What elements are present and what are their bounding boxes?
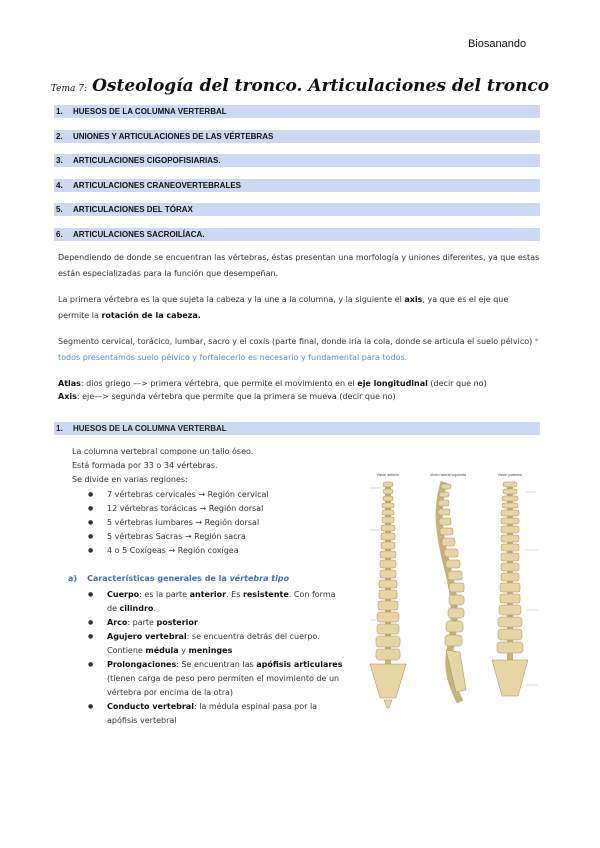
caption-lateral: Visión lateral izquierda <box>429 473 467 477</box>
bold-text: resistente <box>242 590 289 599</box>
bold-text: posterior <box>156 618 198 627</box>
term: Agujero vertebral <box>107 632 187 641</box>
features-list <box>88 588 344 728</box>
toc-num: 5. <box>56 205 63 214</box>
toc-label: ARTICULACIONES CRANEOVERTEBRALES <box>73 180 242 190</box>
toc-item-5[interactable] <box>54 203 540 216</box>
text: La primera vértebra es la que sujeta la cabeza y la une a la columna, y la siguiente el <box>58 295 405 304</box>
toc-item-6[interactable] <box>54 228 540 241</box>
toc-label: ARTICULACIONES DEL TÓRAX <box>73 205 193 214</box>
subsection-heading <box>68 574 289 583</box>
text: (decir que no) <box>427 379 487 388</box>
spine-illustration <box>356 470 552 722</box>
toc-num: 1. <box>56 107 63 116</box>
toc-item-1[interactable] <box>54 105 540 118</box>
intro-line: La columna vertebral compone un tallo óseo. <box>72 447 254 456</box>
list-item: ● 5 vértebras Sacras → Región sacra <box>88 530 269 544</box>
intro-line: Está formada por 33 o 34 vértebras. <box>72 461 218 470</box>
text: : dios griego —> primera vértebra, que permite el movimiento en el <box>80 379 358 388</box>
toc-num: 4. <box>56 180 63 190</box>
posterior-spine <box>492 482 528 696</box>
list-item <box>88 588 344 616</box>
segments-paragraph <box>58 334 540 366</box>
list-item <box>88 700 344 728</box>
atlas-term: Atlas <box>58 379 81 388</box>
section-heading-1 <box>54 422 540 435</box>
text: . <box>153 604 156 613</box>
brand-name: Biosanando <box>468 38 527 50</box>
bold-text: médula <box>145 646 179 655</box>
bold-text: anterior <box>189 590 227 599</box>
title-main: Osteología del tronco. Articulaciones del tronco <box>92 76 550 96</box>
text: : Se encuentran las <box>176 660 257 669</box>
toc-item-2[interactable] <box>54 130 540 143</box>
toc-label: ARTICULACIONES SACROILÍACA. <box>73 229 205 239</box>
subsection-italic: vértebra tipo <box>229 574 290 583</box>
text: : se encuentra detrás del cuerpo. Contiene <box>107 632 320 655</box>
text: : la médula espinal pasa por la apófisis vertebral <box>107 702 318 725</box>
table-of-contents <box>54 105 540 252</box>
intro-paragraph: Dependiendo de donde se encuentran las vértebras, éstas presentan una morfología y uniones diferentes, ya que estas están especializadas para la función que desempeñan. <box>58 253 540 278</box>
section-num: 1. <box>56 424 63 433</box>
text: , ya que es el eje que permite la <box>58 295 509 320</box>
list-item: ● 5 vértebras lumbares → Región dorsal <box>88 516 269 530</box>
text: : eje—> segunda vértebra que permite que la primera se mueva (decir que no) <box>76 392 396 401</box>
text: . Con forma de <box>107 590 336 613</box>
list-item: ● 12 vértebras torácicas → Región dorsal <box>88 502 269 516</box>
spine-svg <box>356 470 552 722</box>
bold-text: axis <box>404 295 423 304</box>
toc-num: 6. <box>56 229 63 239</box>
lateral-spine <box>438 482 466 702</box>
toc-num: 3. <box>56 156 63 165</box>
note-text: * todos presentamos suelo pélvico y fortalecerlo es necesario y fundamental para todos. <box>58 337 539 362</box>
text: (tienen carga de peso pero permiten el movimiento de un vértebra por encima de la otra) <box>107 674 340 697</box>
section-label: HUESOS DE LA COLUMNA VERTERBAL <box>73 424 227 433</box>
bold-text: cilindro <box>119 604 154 613</box>
bold-text: apófisis articulares <box>256 660 343 669</box>
list-item <box>88 616 344 630</box>
axis-paragraph <box>58 292 540 324</box>
page-title <box>0 76 600 96</box>
toc-label: ARTICULACIONES CIGOPOFISIARIAS. <box>73 156 221 165</box>
anterior-spine <box>370 482 406 708</box>
spine-intro <box>72 445 253 487</box>
list-item: ● 7 vértebras cervicales → Región cervical <box>88 488 269 502</box>
text: : parte <box>127 618 157 627</box>
regions-list <box>88 488 269 558</box>
caption-anterior: Visión anterior <box>376 473 400 477</box>
bold-text: meninges <box>188 646 233 655</box>
list-item <box>88 630 344 658</box>
term: Conducto vertebral <box>107 702 194 711</box>
subsection-letter: a) <box>68 574 78 583</box>
term: Arco <box>107 618 128 627</box>
caption-posterior: Visión posterior <box>497 473 523 477</box>
list-item: ● 4 o 5 Coxígeas → Región coxígea <box>88 544 269 558</box>
toc-num: 2. <box>56 131 63 141</box>
intro-line: Se divide en varias regiones: <box>72 475 188 484</box>
text: y <box>178 646 189 655</box>
term: Cuerpo <box>107 590 140 599</box>
subsection-text: Características generales de la <box>87 574 230 583</box>
toc-item-4[interactable] <box>54 179 540 192</box>
title-prefix: Tema 7: <box>50 84 88 94</box>
toc-label: HUESOS DE LA COLUMNA VERTERBAL <box>73 107 227 116</box>
toc-label: UNIONES Y ARTICULACIONES DE LAS VÉRTEBRAS <box>73 131 274 141</box>
list-item <box>88 658 344 700</box>
atlas-axis-block <box>58 376 540 405</box>
toc-item-3[interactable] <box>54 154 540 167</box>
bold-text: eje longitudinal <box>357 379 428 388</box>
text: Segmento cervical, torácico, lumbar, sacro y el coxis (parte final, donde iría la cola, donde se articula el suelo pélvico) <box>58 337 535 346</box>
text: : es la parte <box>139 590 190 599</box>
bold-text: rotación de la cabeza. <box>101 311 201 320</box>
term: Prolongaciones <box>107 660 177 669</box>
axis-term: Axis <box>58 392 77 401</box>
text: . Es <box>226 590 243 599</box>
